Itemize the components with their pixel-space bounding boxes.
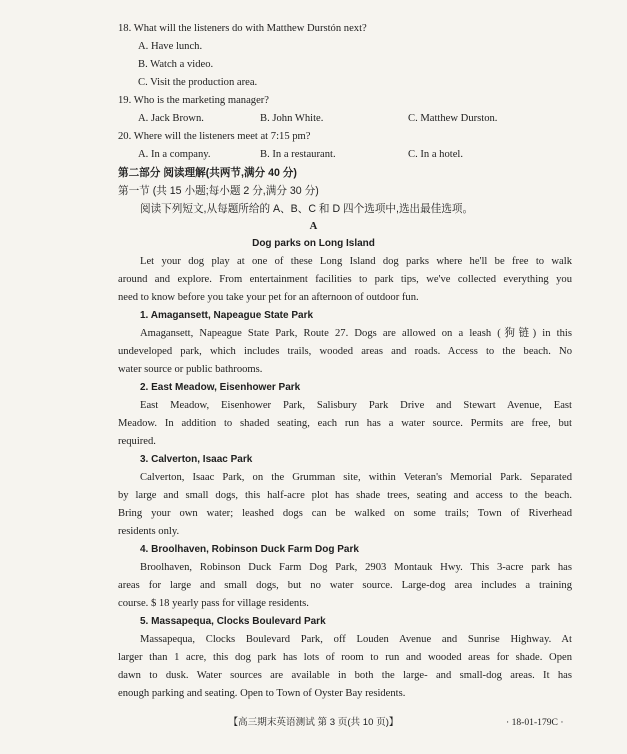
park-5-heading: 5. Massapequa, Clocks Boulevard Park [140, 616, 326, 627]
question-18-option-c: C. Visit the production area. [138, 77, 258, 88]
question-20-stem: 20. Where will the listeners meet at 7:15 pm? [118, 131, 311, 142]
reading-instruction: 阅读下列短文,从每题所给的 A、B、C 和 D 四个选项中,选出最佳选项。 [140, 203, 474, 215]
park-2-line-1: East Meadow, Eisenhower Park, Salisbury Park Drive and Stewart Avenue, East [140, 400, 572, 411]
park-3-heading: 3. Calverton, Isaac Park [140, 454, 253, 465]
question-19-option-b: B. John White. [260, 113, 324, 124]
park-1-heading: 1. Amagansett, Napeague State Park [140, 310, 314, 321]
question-19-option-c: C. Matthew Durston. [408, 113, 498, 124]
park-3-line-2: by large and small dogs, this half-acre plot has shade trees, seating and access to the beach. [118, 490, 572, 501]
park-5-line-2: larger than 1 acre, this dog park has lots of room to run and wooded areas for shade. Open [118, 652, 572, 663]
park-3-line-3: Bring your own water; leashed dogs can be walked on some trails; Town of Riverhead [118, 508, 572, 519]
park-1-line-1: Amagansett, Napeague State Park, Route 27. Dogs are allowed on a leash (狗链) in this [140, 328, 572, 339]
passage-letter: A [309, 221, 318, 232]
question-20-option-c: C. In a hotel. [408, 149, 464, 160]
park-2-line-3: required. [118, 436, 156, 447]
park-2-line-2: Meadow. In addition to shaded seating, each run has a water source. Permits are free, but [118, 418, 572, 429]
page-code: · 18-01-179C · [506, 717, 564, 728]
park-4-line-3: course. $ 18 yearly pass for village residents. [118, 598, 309, 609]
park-1-line-2: undeveloped park, which includes trails, wooded areas and roads. Access to the beach. No [118, 346, 572, 357]
park-5-line-3: dawn to dusk. Water sources are available in both the large- and small-dog areas. It has [118, 670, 572, 681]
park-1-line-3: water source or public bathrooms. [118, 364, 263, 375]
park-4-line-2: areas for large and small dogs, but no water source. Large-dog area includes a training [118, 580, 572, 591]
question-18-option-a: A. Have lunch. [138, 41, 203, 52]
question-20-option-a: A. In a company. [138, 149, 211, 160]
park-3-line-4: residents only. [118, 526, 180, 537]
intro-line-2: around and explore. From entertainment facilities to park tips, we've collected everything you [118, 274, 572, 285]
question-18-option-b: B. Watch a video. [138, 59, 214, 70]
park-3-line-1: Calverton, Isaac Park, on the Grumman site, within Veteran's Memorial Park. Separated [140, 472, 572, 483]
park-4-heading: 4. Broolhaven, Robinson Duck Farm Dog Park [140, 544, 359, 555]
question-18-stem: 18. What will the listeners do with Matthew Durstón next? [118, 23, 367, 34]
park-5-line-1: Massapequa, Clocks Boulevard Park, off Louden Avenue and Sunrise Highway. At [140, 634, 572, 645]
part2-heading: 第二部分 阅读理解(共两节,满分 40 分) [118, 167, 297, 179]
question-19-option-a: A. Jack Brown. [138, 113, 204, 124]
park-4-line-1: Broolhaven, Robinson Duck Farm Dog Park, 2903 Montauk Hwy. This 3-acre park has [140, 562, 572, 573]
passage-title: Dog parks on Long Island [252, 238, 375, 249]
question-20-option-b: B. In a restaurant. [260, 149, 336, 160]
park-2-heading: 2. East Meadow, Eisenhower Park [140, 382, 301, 393]
section1-heading: 第一节 (共 15 小题;每小题 2 分,满分 30 分) [118, 185, 319, 197]
park-5-line-4: enough parking and seating. Open to Town of Oyster Bay residents. [118, 688, 406, 699]
intro-line-3: need to know before you take your pet for an afternoon of outdoor fun. [118, 292, 419, 303]
intro-line-1: Let your dog play at one of these Long Island dog parks where he'll be free to walk [140, 256, 572, 267]
question-19-stem: 19. Who is the marketing manager? [118, 95, 270, 106]
page-footer: 【高三期末英语测试 第 3 页(共 10 页)】 [228, 717, 399, 728]
